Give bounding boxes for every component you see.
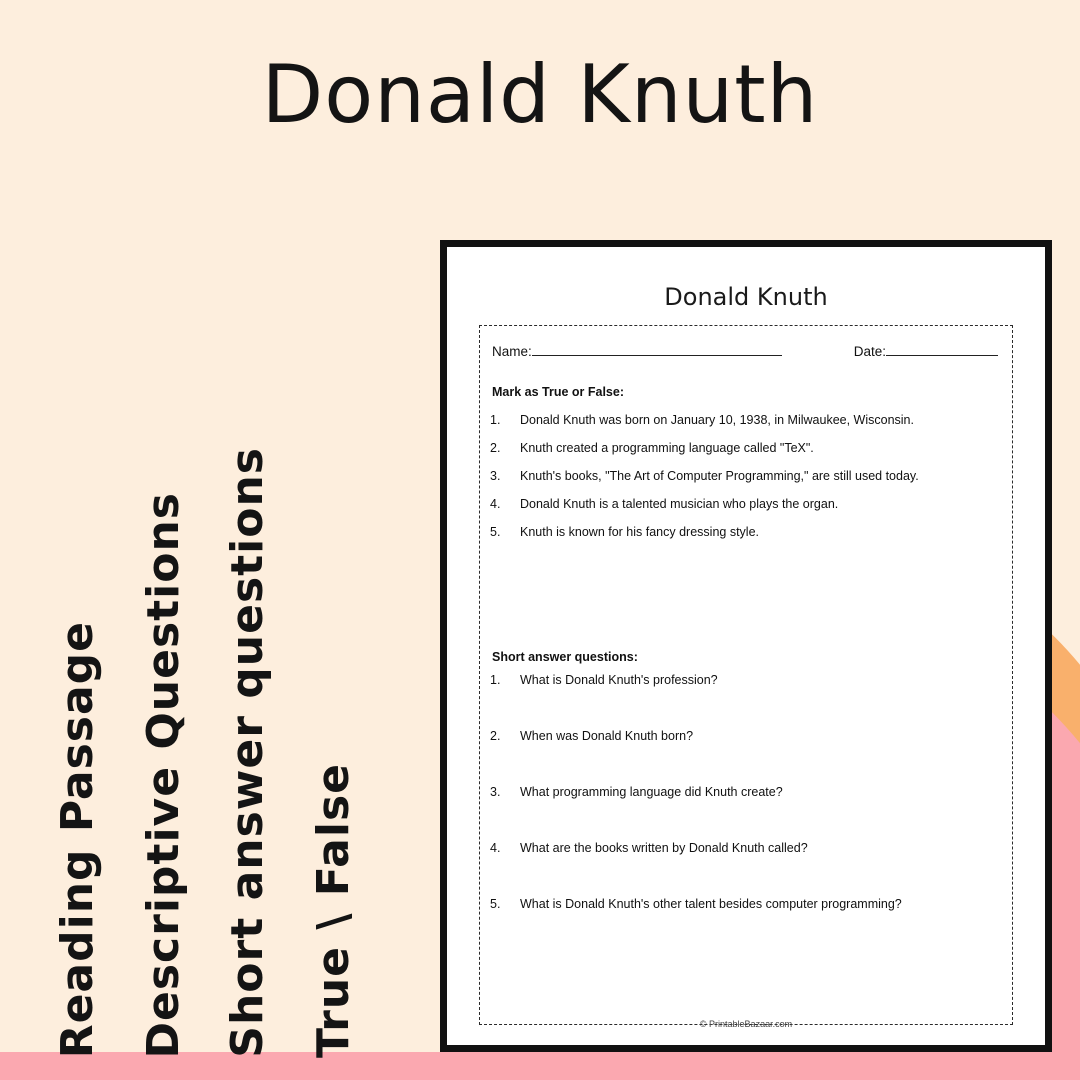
true-false-heading: Mark as True or False:	[492, 385, 625, 399]
feature-label-short-answer-questions: Short answer questions	[222, 447, 273, 1058]
feature-label-descriptive-questions: Descriptive Questions	[138, 491, 189, 1058]
question-text: When was Donald Knuth born?	[520, 729, 694, 743]
question-number: 2.	[490, 729, 501, 743]
question-text: Donald Knuth is a talented musician who plays the organ.	[520, 497, 839, 511]
short-answer-question-list	[490, 673, 1002, 912]
question-number: 1.	[490, 673, 501, 687]
question-text: What is Donald Knuth's other talent besides computer programming?	[520, 897, 902, 911]
list-item	[490, 497, 1002, 512]
question-number: 2.	[490, 441, 501, 455]
feature-label-true-false: True \ False	[308, 762, 359, 1058]
question-number: 5.	[490, 525, 501, 539]
question-number: 3.	[490, 469, 501, 483]
feature-label-reading-passage: Reading Passage	[52, 620, 103, 1058]
date-field-group	[854, 344, 998, 359]
true-false-question-list	[490, 413, 1002, 540]
worksheet-preview-frame	[440, 240, 1052, 1052]
worksheet-content-area	[479, 325, 1013, 1025]
name-date-row	[490, 344, 1002, 359]
question-text: What programming language did Knuth create?	[520, 785, 783, 799]
question-text: What are the books written by Donald Knuth called?	[520, 841, 808, 855]
list-item	[490, 441, 1002, 456]
question-text: Knuth created a programming language called "TeX".	[520, 441, 814, 455]
list-item	[490, 841, 1002, 856]
date-label: Date:	[853, 344, 886, 359]
list-item	[490, 469, 1002, 484]
copyright-notice: © PrintableBazaar.com	[699, 1019, 793, 1029]
list-item	[490, 785, 1002, 800]
page-title: Donald Knuth	[261, 48, 819, 141]
date-input[interactable]	[886, 355, 998, 356]
list-item	[490, 525, 1002, 540]
name-field-group	[492, 344, 782, 359]
question-text: Knuth is known for his fancy dressing style.	[520, 525, 760, 539]
short-answer-heading: Short answer questions:	[492, 650, 638, 664]
list-item	[490, 673, 1002, 688]
worksheet-page	[457, 257, 1035, 1035]
question-number: 1.	[490, 413, 501, 427]
question-text: Knuth's books, "The Art of Computer Programming," are still used today.	[520, 469, 919, 483]
list-item	[490, 897, 1002, 912]
worksheet-title: Donald Knuth	[664, 283, 828, 311]
list-item	[490, 413, 1002, 428]
question-number: 3.	[490, 785, 501, 799]
name-input[interactable]	[532, 355, 782, 356]
question-number: 4.	[490, 841, 501, 855]
question-text: Donald Knuth was born on January 10, 1938, in Milwaukee, Wisconsin.	[520, 413, 914, 427]
question-number: 4.	[490, 497, 501, 511]
question-number: 5.	[490, 897, 501, 911]
name-label: Name:	[492, 344, 532, 359]
list-item	[490, 729, 1002, 744]
question-text: What is Donald Knuth's profession?	[520, 673, 718, 687]
